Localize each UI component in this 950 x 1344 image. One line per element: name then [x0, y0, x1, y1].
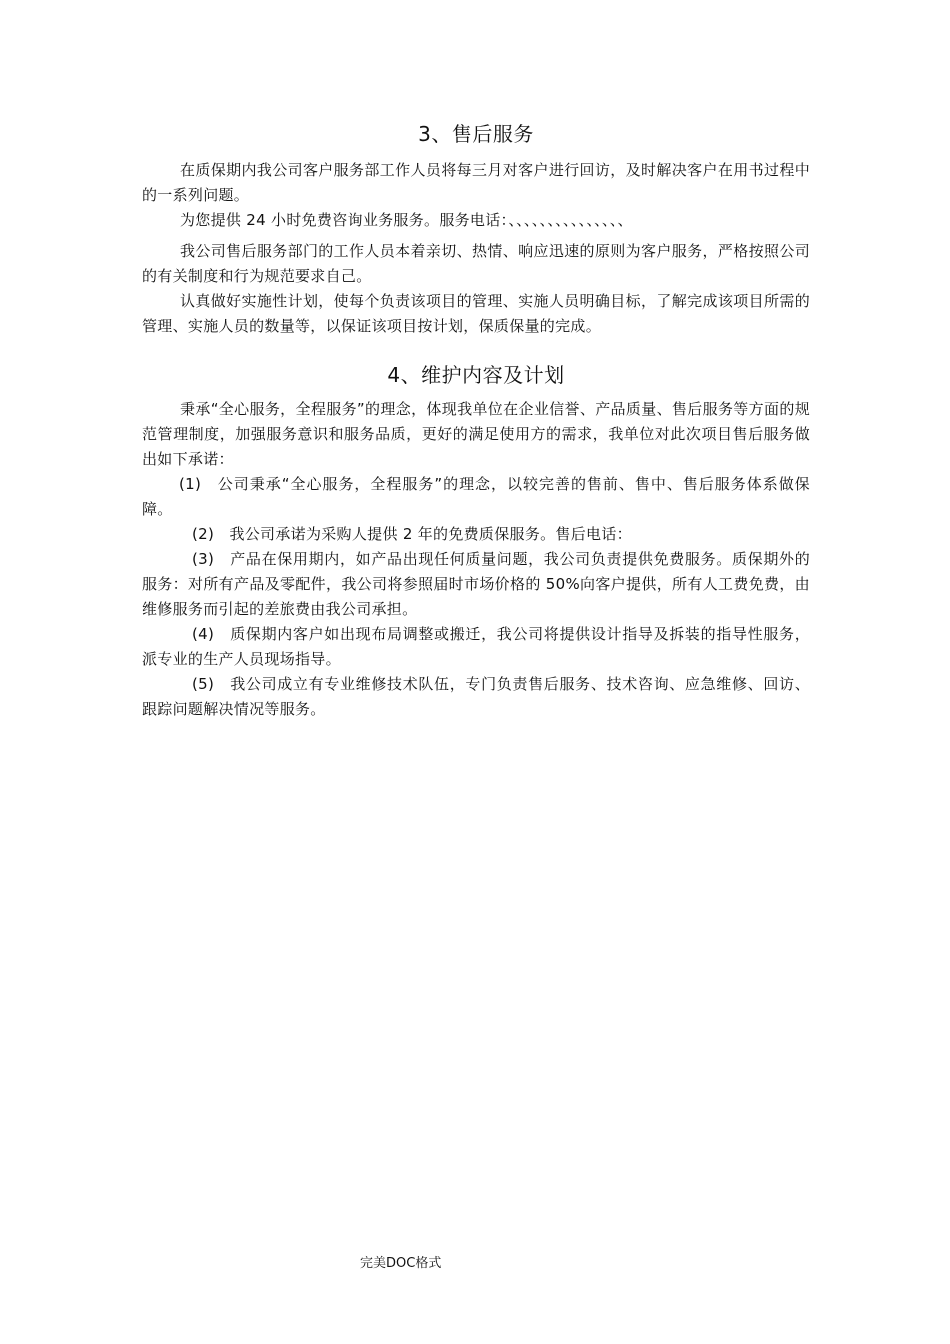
list-item: (3) 产品在保用期内，如产品出现任何质量问题，我公司负责提供免费服务。质保期外的服务：对所有产品及零配件，我公司将参照届时市场价格的 50%向客户提供，所有人工费免费，由维修服务而引起的差旅费由我公司承担。: [142, 550, 810, 618]
section-4-title: 4、维护内容及计划: [387, 363, 565, 387]
section-4-body: [142, 397, 810, 722]
paragraph: 为您提供 24 小时免费咨询业务服务。服务电话：、、、、、、、、、、、、、、、: [180, 211, 633, 229]
list-item: (5) 我公司成立有专业维修技术队伍，专门负责售后服务、技术咨询、应急维修、回访、跟踪问题解决情况等服务。: [142, 675, 810, 718]
list-item: (4) 质保期内客户如出现布局调整或搬迁，我公司将提供设计指导及拆装的指导性服务，派专业的生产人员现场指导。: [142, 625, 810, 668]
document-body: [142, 118, 810, 722]
paragraph: 我公司售后服务部门的工作人员本着亲切、热情、响应迅速的原则为客户服务，严格按照公司的有关制度和行为规范要求自己。: [142, 242, 810, 285]
paragraph: 认真做好实施性计划，使每个负责该项目的管理、实施人员明确目标，了解完成该项目所需的管理、实施人员的数量等，以保证该项目按计划，保质保量的完成。: [142, 292, 810, 335]
paragraph: 在质保期内我公司客户服务部工作人员将每三月对客户进行回访，及时解决客户在用书过程中的一系列问题。: [142, 161, 810, 204]
section-3-body: [142, 158, 810, 339]
section-3-title: 3、售后服务: [418, 122, 534, 146]
page-footer: 完美DOC格式: [360, 1256, 442, 1271]
list-item: (2) 我公司承诺为采购人提供 2 年的免费质保服务。售后电话：: [192, 525, 632, 543]
list-item: (1) 公司秉承“全心服务，全程服务”的理念，以较完善的售前、售中、售后服务体系做保障。: [142, 475, 810, 518]
paragraph: 秉承“全心服务，全程服务”的理念，体现我单位在企业信誉、产品质量、售后服务等方面的规范管理制度，加强服务意识和服务品质，更好的满足使用方的需求，我单位对此次项目售后服务做出如下承诺：: [142, 400, 810, 468]
